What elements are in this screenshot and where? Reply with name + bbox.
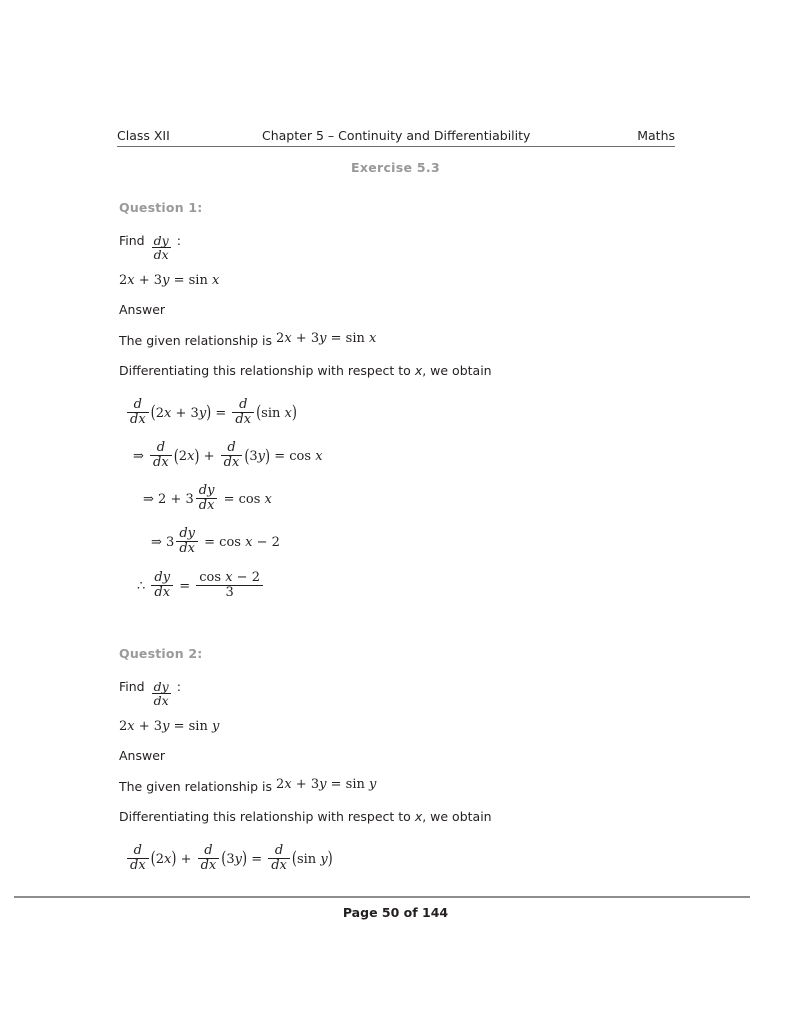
differentiating-text-suffix: , we obtain (422, 808, 492, 824)
given-relationship-text: The given relationship is (119, 778, 273, 794)
page-header (117, 128, 675, 147)
dy-dx-fraction: $\frac{dy}{dx}$ (196, 484, 218, 513)
fraction-numerator: dy (153, 233, 169, 248)
question-1-step-4: ⇒ 3 $\frac{dy}{dx}$ = cos x − 2 (151, 526, 280, 557)
d-dx-operator: $\frac{d}{dx}$ (221, 441, 243, 470)
question-1-find-row (119, 233, 699, 261)
differentiating-variable: x (414, 808, 423, 824)
given-relationship-equation: 2x + 3y = sin y (276, 776, 377, 792)
question-2-answer-label: Answer (119, 747, 166, 763)
header-chapter-title: Chapter 5 – Continuity and Differentiability (262, 128, 531, 143)
differentiating-text-suffix: , we obtain (422, 363, 492, 379)
question-1-step-1: $\frac{d}{dx}$ (2x + 3y) = $\frac{d}{dx}$ (sin x) (119, 398, 699, 427)
footer-rule (14, 896, 750, 898)
header-class-label: Class XII (117, 128, 170, 143)
fraction-denominator: dx (153, 247, 169, 263)
dy-dx-fraction (152, 680, 171, 707)
dy-dx-fraction: $\frac{dy}{dx}$ (176, 527, 198, 556)
question-block-2 (119, 646, 699, 873)
given-relationship-equation: 2x + 3y = sin x (276, 331, 377, 347)
result-fraction: $\frac{\text{cos x − 2}}{3}$ (196, 571, 263, 600)
question-1-answer-label: Answer (119, 302, 166, 318)
find-word: Find (119, 233, 145, 248)
dy-dx-fraction: $\frac{dy}{dx}$ (151, 571, 173, 600)
d-dx-operator: $\frac{d}{dx}$ (150, 441, 172, 470)
question-2-given-relationship (119, 776, 699, 795)
d-dx-operator: $\frac{d}{dx}$ (198, 844, 220, 873)
header-subject-label: Maths (637, 128, 675, 143)
question-1-label: Question 1: (119, 200, 203, 215)
exercise-title: Exercise 5.3 (351, 160, 440, 175)
d-dx-operator: $\frac{d}{dx}$ (268, 844, 290, 873)
given-relationship-text: The given relationship is (119, 333, 273, 349)
document-body (119, 200, 699, 873)
fraction-denominator: dx (153, 692, 169, 708)
question-1-step-5: ∴ $\frac{dy}{dx}$ = $\frac{\text{cos x − 2}}{3}$ (119, 571, 699, 600)
differentiating-variable: x (414, 363, 423, 379)
question-2-label: Question 2: (119, 645, 203, 661)
question-2-step-1: $\frac{d}{dx}$ (2x) + $\frac{d}{dx}$ (3y) = $\frac{d}{dx}$ (sin y) (119, 844, 699, 873)
find-colon: : (176, 678, 181, 694)
fraction-numerator: dy (153, 678, 169, 694)
question-1-step-2: ⇒ $\frac{d}{dx}$ (2x) + $\frac{d}{dx}$ (3y) = cos x (133, 440, 323, 471)
question-2-differentiating-text (119, 809, 699, 824)
question-block-1 (119, 200, 699, 600)
question-1-differentiating-text (119, 363, 699, 378)
differentiating-text-prefix: Differentiating this relationship with respect to (119, 808, 415, 824)
d-dx-operator: $\frac{d}{dx}$ (127, 844, 149, 873)
question-2-problem-equation: 2x + 3y = sin y (119, 718, 220, 734)
question-2-find-row (119, 679, 699, 707)
find-word: Find (119, 678, 145, 694)
question-1-step-3: ⇒ 2 + 3 $\frac{dy}{dx}$ = cos x (143, 483, 272, 514)
find-colon: : (176, 233, 181, 248)
dy-dx-fraction (152, 234, 171, 261)
question-1-given-relationship (119, 333, 699, 349)
d-dx-operator: $\frac{d}{dx}$ (232, 398, 254, 427)
d-dx-operator: $\frac{d}{dx}$ (127, 398, 149, 427)
differentiating-text-prefix: Differentiating this relationship with respect to (119, 363, 415, 379)
footer-page-number: Page 50 of 144 (342, 905, 449, 920)
question-1-problem-equation: 2x + 3y = sin x (119, 273, 220, 289)
